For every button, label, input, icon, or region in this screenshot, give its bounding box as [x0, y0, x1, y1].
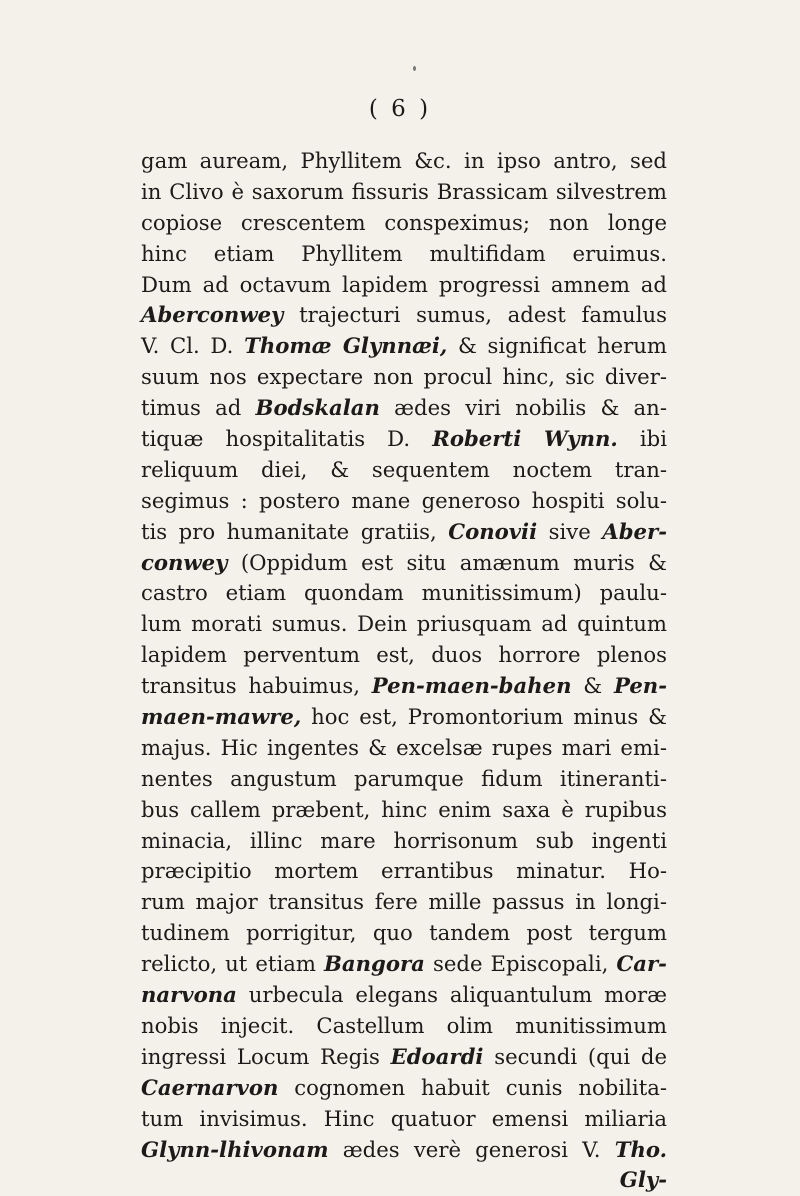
- text-line: timus ad Bodskalan ædes viri nobilis & an-: [141, 395, 667, 421]
- text-line: lum morati sumus. Dein priusquam ad quintum: [141, 611, 667, 637]
- text-line: rum major transitus fere mille passus in longi-: [141, 889, 667, 915]
- ink-speck: [413, 66, 416, 71]
- text-line: Aberconwey trajecturi sumus, adest famulus: [141, 302, 667, 328]
- text-line: suum nos expectare non procul hinc, sic diver-: [141, 364, 667, 390]
- italic-name: Caernarvon: [141, 1074, 279, 1100]
- text-line: gam auream, Phyllitem &c. in ipso antro, sed: [141, 148, 667, 173]
- text-line: V. Cl. D. Thomæ Glynnæi, & significat herum: [141, 333, 667, 359]
- text-line: ingressi Locum Regis Edoardi secundi (qui de: [141, 1043, 667, 1069]
- text-line: hinc etiam Phyllitem multifidam eruimus.: [141, 240, 667, 266]
- italic-name: Car-: [616, 951, 667, 977]
- text-line: castro etiam quondam munitissimum) paulu-: [141, 580, 667, 606]
- text-line: tudinem porrigitur, quo tandem post tergum: [141, 920, 667, 946]
- catchword: [141, 1165, 667, 1196]
- text-lines: [141, 146, 667, 1165]
- text-line: segimus : postero mane generoso hospiti solu-: [141, 487, 667, 513]
- text-line: lapidem perventum est, duos horrore plenos: [141, 642, 667, 668]
- italic-name: Thomæ Glynnæi,: [244, 333, 448, 359]
- italic-name: Aber-: [602, 518, 667, 544]
- text-line: Dum ad octavum lapidem progressi amnem ad: [141, 271, 667, 297]
- text-line: nentes angustum parumque fidum itineranti-: [141, 765, 667, 791]
- text-line: transitus habuimus, Pen-maen-bahen & Pen-: [141, 673, 667, 699]
- italic-name: Tho.: [614, 1136, 667, 1162]
- catchword-text: Gly-: [619, 1167, 667, 1193]
- text-line: maen-mawre, hoc est, Promontorium minus &: [141, 704, 667, 730]
- italic-name: narvona: [141, 982, 237, 1008]
- text-line: reliquum diei, & sequentem noctem tran-: [141, 456, 667, 482]
- text-line: majus. Hic ingentes & excelsæ rupes mari emi-: [141, 734, 667, 760]
- italic-name: Pen-maen-bahen: [371, 673, 572, 699]
- italic-name: Bangora: [324, 951, 425, 977]
- text-line: conwey (Oppidum est situ amænum muris &: [141, 549, 667, 575]
- italic-name: Conovii: [448, 518, 538, 544]
- text-line: præcipitio mortem errantibus minatur. Ho-: [141, 858, 667, 884]
- italic-name: Roberti Wynn.: [432, 426, 618, 452]
- text-line: tis pro humanitate gratiis, Conovii sive Aber-: [141, 518, 667, 544]
- italic-name: maen-mawre,: [141, 704, 302, 730]
- italic-name: Bodskalan: [255, 395, 380, 421]
- italic-name: Edoardi: [390, 1043, 484, 1069]
- text-line: bus callem præbent, hinc enim saxa è rupibus: [141, 796, 667, 822]
- text-line: relicto, ut etiam Bangora sede Episcopali, Car-: [141, 951, 667, 977]
- body-text: [141, 146, 667, 1196]
- text-line: minacia, illinc mare horrisonum sub ingenti: [141, 827, 667, 853]
- italic-name: Pen-: [613, 673, 667, 699]
- italic-name: conwey: [141, 549, 228, 575]
- italic-name: Glynn-lhivonam: [141, 1136, 329, 1162]
- page-number: ( 6 ): [368, 96, 432, 122]
- text-line: narvona urbecula elegans aliquantulum moræ: [141, 982, 667, 1008]
- text-line: tum invisimus. Hinc quatuor emensi miliaria: [141, 1105, 667, 1131]
- text-line: Caernarvon cognomen habuit cunis nobilita-: [141, 1074, 667, 1100]
- text-line: in Clivo è saxorum fissuris Brassicam silvestrem: [141, 178, 667, 204]
- text-line: copiose crescentem conspeximus; non longe: [141, 209, 667, 235]
- text-line: Glynn-lhivonam ædes verè generosi V. Tho.: [141, 1136, 667, 1162]
- text-line: tiquæ hospitalitatis D. Roberti Wynn. ibi: [141, 426, 668, 452]
- text-line: nobis injecit. Castellum olim munitissimum: [141, 1012, 667, 1038]
- italic-name: Aberconwey: [141, 302, 284, 328]
